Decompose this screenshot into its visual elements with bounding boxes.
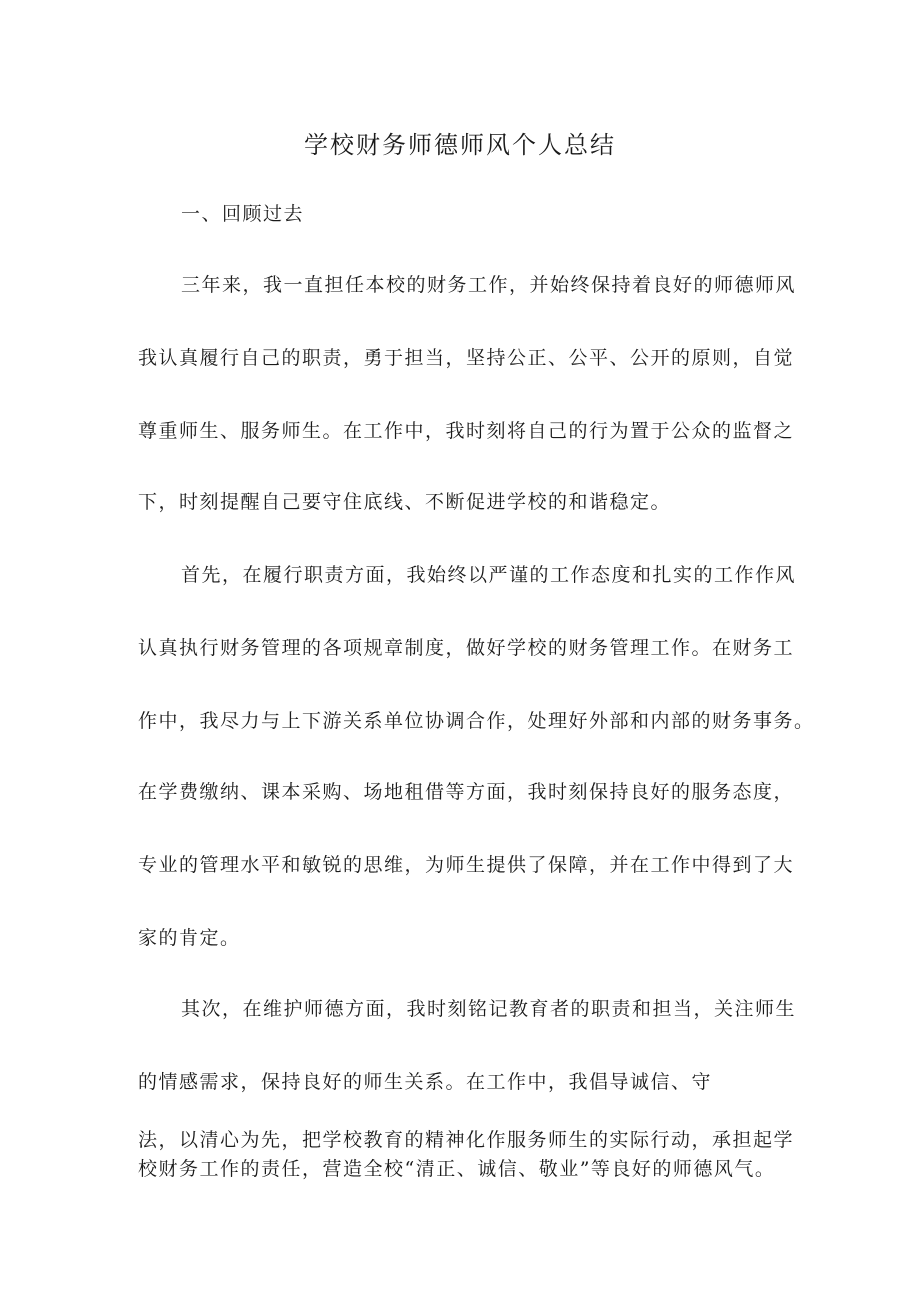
- paragraph-line: 其次，在维护师德方面，我时刻铭记教育者的职责和担当，关注师生: [181, 998, 797, 1020]
- paragraph-line: 三年来，我一直担任本校的财务工作，并始终保持着良好的师德师风: [181, 274, 797, 296]
- paragraph-line: 作中，我尽力与上下游关系单位协调合作，处理好外部和内部的财务事务。: [138, 710, 815, 732]
- paragraph-line: 在学费缴纳、课本采购、场地租借等方面，我时刻保持良好的服务态度，: [138, 781, 795, 803]
- paragraph-line: 家的肯定。: [138, 927, 241, 949]
- paragraph-line: 下，时刻提醒自己要守住底线、不断促进学校的和谐稳定。: [138, 491, 672, 513]
- paragraph-line: 尊重师生、服务师生。在工作中，我时刻将自己的行为置于公众的监督之: [138, 420, 795, 442]
- paragraph-line: 专业的管理水平和敏锐的思维，为师生提供了保障，并在工作中得到了大: [138, 854, 795, 876]
- paragraph-line: 校财务工作的责任，营造全校“清正、诚信、敬业”等良好的师德风气。: [138, 1158, 776, 1180]
- paragraph-line: 的情感需求，保持良好的师生关系。在工作中，我倡导诚信、守: [138, 1071, 713, 1093]
- paragraph-line: 认真执行财务管理的各项规章制度，做好学校的财务管理工作。在财务工: [138, 637, 795, 659]
- section-heading: 一、回顾过去: [181, 203, 305, 225]
- paragraph-line: 首先，在履行职责方面，我始终以严谨的工作态度和扎实的工作作风: [181, 564, 797, 586]
- paragraph-line: 我认真履行自己的职责，勇于担当，坚持公正、公平、公开的原则，自觉: [138, 347, 795, 369]
- document-title: 学校财务师德师风个人总结: [304, 131, 616, 159]
- paragraph-line: 法，以清心为先，把学校教育的精神化作服务师生的实际行动，承担起学: [138, 1129, 795, 1151]
